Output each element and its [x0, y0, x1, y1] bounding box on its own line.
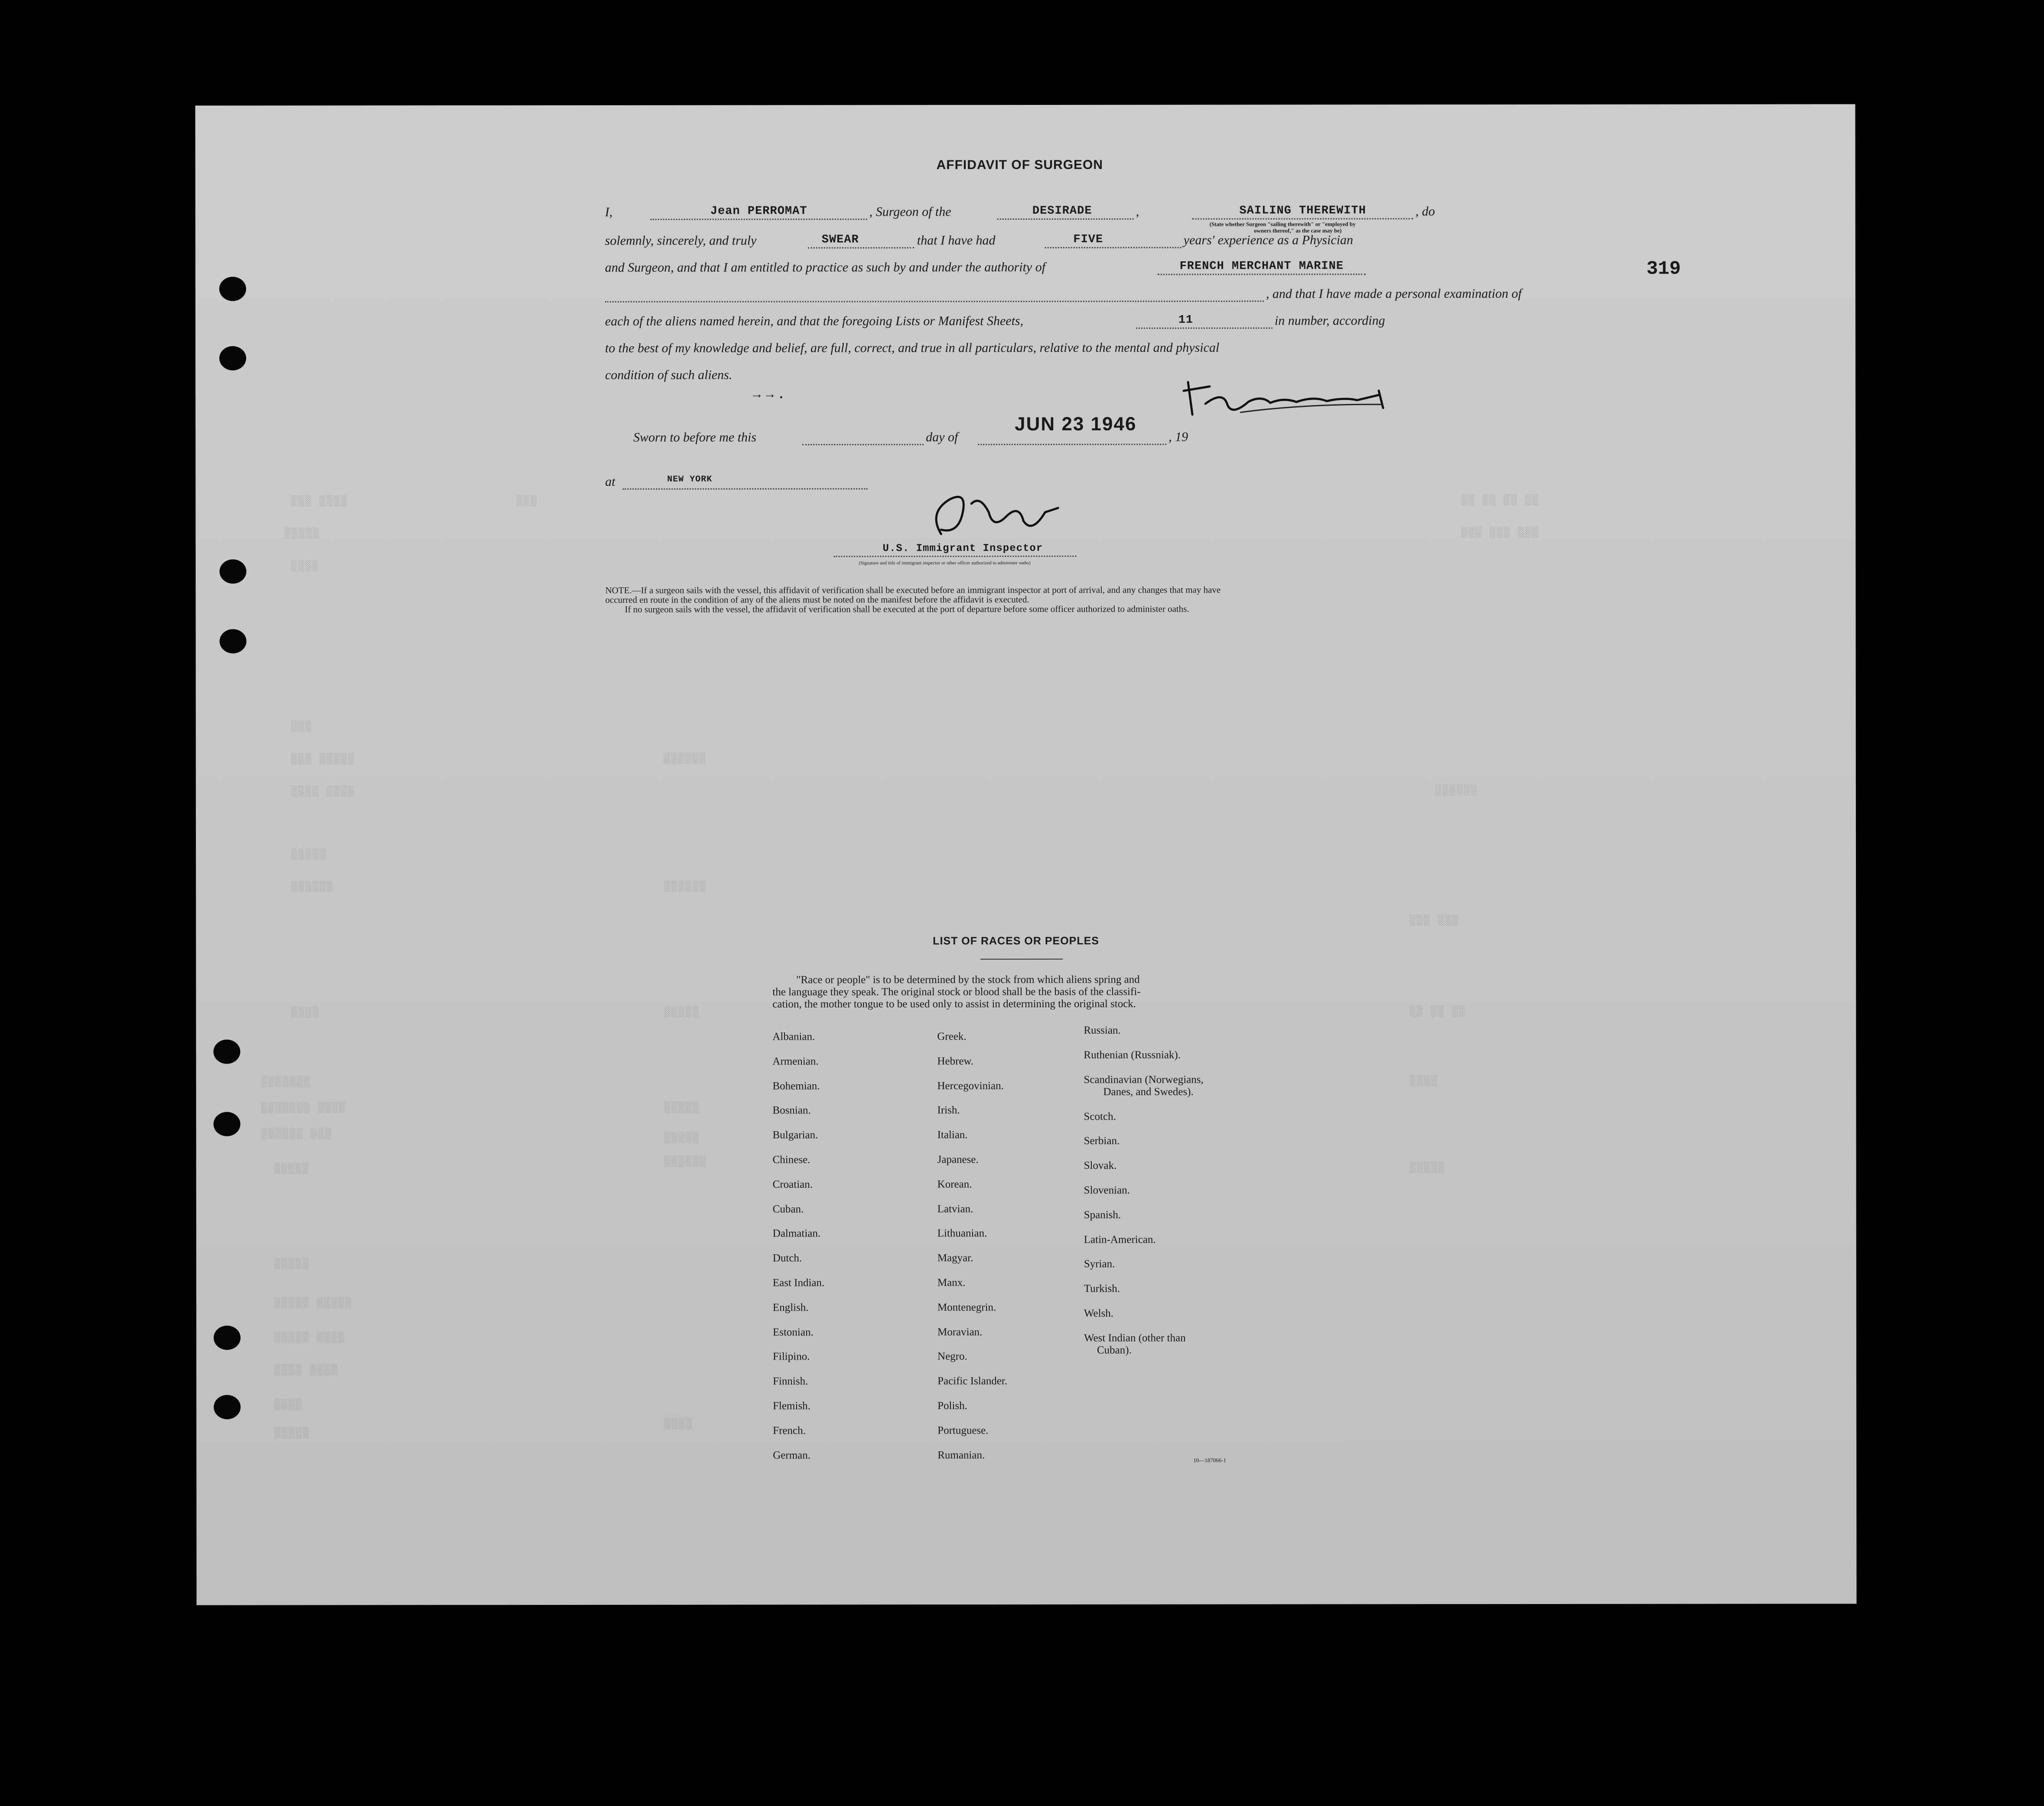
bleed-through-mark: ░░░░░░ [291, 881, 334, 893]
race-item: Greek. [937, 1031, 967, 1043]
bleed-through-mark: ░░ ░░ ░░ [1409, 1006, 1467, 1018]
race-item: Pacific Islander. [937, 1375, 1008, 1387]
text-at: at [605, 474, 615, 489]
note-line-3: If no surgeon sails with the vessel, the affidavit of verification shall be executed at the port of departure before some officer authorized to administer oaths. [625, 603, 1189, 615]
text-personal-examination: , and that I have made a personal examination of [1266, 286, 1522, 301]
bleed-through-mark: ░░░░░ [274, 1258, 310, 1270]
bleed-through-mark: ░░░ ░░░░ [291, 495, 348, 508]
race-item: Serbian. [1084, 1135, 1120, 1147]
bleed-through-mark: ░░░░ ░░░░ [291, 786, 355, 798]
text-sworn: Sworn to before me this [633, 430, 757, 445]
race-item: French. [773, 1425, 806, 1437]
surgeon-name-field: Jean PERROMAT [710, 205, 807, 218]
race-item: Hebrew. [937, 1055, 974, 1067]
bleed-through-mark: ░░░░ ░░░░ [274, 1364, 338, 1376]
arrow-mark: →→ . [750, 387, 783, 401]
race-item: Latvian. [937, 1203, 973, 1215]
inspector-title: U.S. Immigrant Inspector [882, 542, 1043, 555]
bleed-through-mark: ░░░░░░ [664, 881, 707, 893]
page-number: 319 [1646, 258, 1681, 280]
text-each-of-the-aliens: each of the aliens named herein, and that the foregoing Lists or Manifest Sheets, [605, 314, 1024, 329]
bleed-through-mark: ░░░░░ [274, 1163, 310, 1175]
bleed-through-mark: ░░░░ [274, 1399, 303, 1411]
text-solemnly: solemnly, sincerely, and truly [605, 233, 757, 248]
text-and-surgeon: and Surgeon, and that I am entitled to practice as such by and under the authority of [605, 260, 1046, 275]
bleed-through-mark: ░░░░ [291, 1007, 320, 1019]
races-column-3 [1084, 1025, 1204, 1357]
race-item: Moravian. [937, 1326, 983, 1338]
note-line-1: NOTE.—If a surgeon sails with the vessel, this affidavit of verification shall be executed before an immigrant inspector at port of arrival, and any changes that may have [605, 584, 1221, 595]
bleed-through-mark: ░░░░ [1409, 1075, 1439, 1087]
race-item: Irish. [937, 1104, 960, 1116]
note-line-2: occurred en route in the condition of any of the aliens must be noted on the manifest before the affidavit is executed. [605, 594, 1029, 605]
bleed-through-mark: ░░░░░░ ░░░ [261, 1128, 332, 1140]
race-item: Ruthenian (Russniak). [1084, 1049, 1181, 1061]
bleed-through-mark: ░░░░░░ [664, 1156, 707, 1168]
bleed-through-mark: ░░░░░ [664, 1102, 700, 1114]
bleed-through-mark: ░░░░░ [664, 1006, 700, 1019]
race-item: Lithuanian. [937, 1227, 987, 1240]
inspector-caption: (Signature and title of immigrant inspector or other officer authorized to administer oaths) [859, 560, 1031, 566]
surgeon-signature [1175, 373, 1409, 421]
punch-hole [214, 1395, 241, 1419]
race-item: Montenegrin. [937, 1301, 996, 1313]
race-item: Scotch. [1084, 1110, 1116, 1123]
race-item: Rumanian. [937, 1449, 985, 1461]
bleed-through-mark: ░░░░░░░ [261, 1076, 311, 1088]
text-condition: condition of such aliens. [605, 368, 732, 382]
text-in-number: in number, according [1274, 313, 1385, 328]
form-code: 10—187066-1 [1193, 1457, 1227, 1464]
races-intro-line-1: "Race or people" is to be determined by the stock from which aliens spring and [796, 973, 1140, 986]
bleed-through-mark: ░░░ ░░░ [1409, 915, 1459, 927]
bleed-through-mark: ░░░░░ [284, 528, 320, 540]
race-item: Italian. [937, 1129, 968, 1141]
race-item: Hercegovinian. [937, 1080, 1004, 1092]
races-intro [772, 974, 1140, 1011]
bleed-through-mark: ░░░░░░░ ░░░░ [261, 1102, 347, 1114]
sailing-note [1210, 221, 1356, 234]
race-item: Dalmatian. [772, 1227, 821, 1240]
authority-field: FRENCH MERCHANT MARINE [1179, 260, 1344, 273]
race-item: Welsh. [1084, 1307, 1114, 1319]
punch-hole [220, 629, 247, 654]
race-item: Croatian. [772, 1178, 813, 1191]
punch-hole [219, 560, 246, 584]
race-item: Negro. [937, 1350, 967, 1363]
bleed-through-mark: ░░ ░░ ░░ ░░ [1461, 494, 1540, 507]
race-item: Magyar. [937, 1252, 973, 1264]
race-item: Slovak. [1084, 1160, 1117, 1172]
race-item: Portuguese. [937, 1424, 989, 1436]
race-item: Chinese. [772, 1154, 810, 1166]
text-to-the-best: to the best of my knowledge and belief, are full, correct, and true in all particulars, relative to the mental and physical [605, 340, 1220, 355]
punch-hole [214, 1326, 241, 1350]
bleed-through-mark: ░░░░░ [291, 849, 327, 861]
race-item: Polish. [937, 1400, 967, 1412]
race-item: Bosnian. [772, 1104, 811, 1116]
oath-field: SWEAR [821, 233, 859, 247]
punch-hole [213, 1040, 240, 1064]
bleed-through-mark: ░░░ [291, 721, 312, 733]
inspector-signature [915, 486, 1071, 547]
race-item: Russian. [1084, 1024, 1121, 1036]
race-item: Dutch. [772, 1252, 802, 1264]
race-item: Estonian. [772, 1326, 814, 1338]
bleed-through-mark: ░░░░░ ░░░░ [274, 1332, 346, 1344]
race-item: Armenian. [772, 1055, 819, 1067]
text-do: , do [1415, 204, 1435, 219]
bleed-through-mark: ░░░░░ [274, 1427, 310, 1439]
race-item: Scandinavian (Norwegians, [1084, 1074, 1204, 1086]
bleed-through-mark: ░░░░░ ░░░░░ [274, 1297, 353, 1309]
manifest-page [195, 104, 1856, 1605]
text-comma: , [1136, 204, 1139, 219]
years-field: FIVE [1073, 233, 1103, 246]
race-item: East Indian. [772, 1277, 825, 1289]
races-column-1 [772, 1025, 824, 1468]
race-item: West Indian (other than [1084, 1332, 1186, 1344]
bleed-through-mark: ░░░ ░░░░░ [291, 753, 355, 765]
text-surgeon-of-the: , Surgeon of the [869, 205, 951, 219]
vessel-name-field: DESIRADE [1032, 204, 1092, 218]
race-item: Cuban. [772, 1203, 804, 1215]
race-item: Bohemian. [772, 1080, 820, 1092]
text-day-of: day of [926, 430, 958, 445]
race-item: Latin-American. [1084, 1233, 1156, 1246]
race-item: German. [773, 1449, 811, 1461]
bleed-through-mark: ░░░ ░░░ ░░░ [1461, 527, 1540, 539]
text-i: I, [605, 205, 613, 219]
race-item: Manx. [937, 1277, 966, 1289]
text-19: , 19 [1168, 430, 1188, 444]
sailing-note-line-1: (State whether Surgeon "sailing therewith" or "employed by [1209, 221, 1356, 228]
races-column-2 [937, 1025, 1007, 1468]
races-title: LIST OF RACES OR PEOPLES [933, 934, 1099, 947]
race-item: Filipino. [772, 1350, 810, 1363]
races-title-rule [980, 959, 1063, 960]
race-item: Syrian. [1084, 1258, 1115, 1270]
affidavit-title: AFFIDAVIT OF SURGEON [936, 157, 1103, 172]
bleed-through-mark: ░░░░░░ [664, 753, 707, 765]
races-intro-line-2: the language they speak. The original stock or blood shall be the basis of the classifi- [772, 986, 1141, 998]
bleed-through-mark: ░░░░ [664, 1418, 693, 1430]
date-stamp: JUN 23 1946 [1015, 413, 1137, 435]
race-item: Albanian. [772, 1031, 815, 1043]
race-item: Spanish. [1084, 1209, 1121, 1221]
bleed-through-mark: ░░░░░░ [1435, 785, 1478, 797]
punch-hole [219, 346, 246, 371]
race-item: Cuban). [1097, 1344, 1132, 1356]
place-field: NEW YORK [667, 474, 713, 485]
race-item: Slovenian. [1084, 1184, 1130, 1196]
races-intro-line-3: cation, the mother tongue to be used only to assist in determining the original stock. [772, 998, 1136, 1010]
bleed-through-mark: ░░░░░ [664, 1132, 700, 1144]
race-item: Japanese. [937, 1154, 979, 1166]
punch-hole [219, 277, 246, 301]
text-that-i-have-had: that I have had [917, 233, 996, 248]
race-item: Flemish. [773, 1400, 810, 1412]
race-item: Bulgarian. [772, 1129, 818, 1141]
race-item: Danes, and Swedes). [1103, 1086, 1194, 1098]
sheet-count-field: 11 [1178, 313, 1194, 327]
text-years-experience: years' experience as a Physician [1183, 233, 1354, 247]
bleed-through-mark: ░░░░░ [1409, 1162, 1445, 1174]
sailing-status-field: SAILING THEREWITH [1239, 204, 1366, 218]
punch-hole [214, 1112, 241, 1136]
race-item: Turkish. [1084, 1282, 1120, 1295]
race-item: Korean. [937, 1178, 972, 1190]
sailing-note-line-2: owners thereof," as the case may be) [1254, 227, 1342, 234]
bleed-through-mark: ░░░░ [291, 560, 320, 573]
affidavit-note [605, 585, 1221, 614]
bleed-through-mark: ░░░ [516, 495, 538, 508]
race-item: Finnish. [773, 1375, 808, 1387]
race-item: English. [772, 1302, 809, 1314]
